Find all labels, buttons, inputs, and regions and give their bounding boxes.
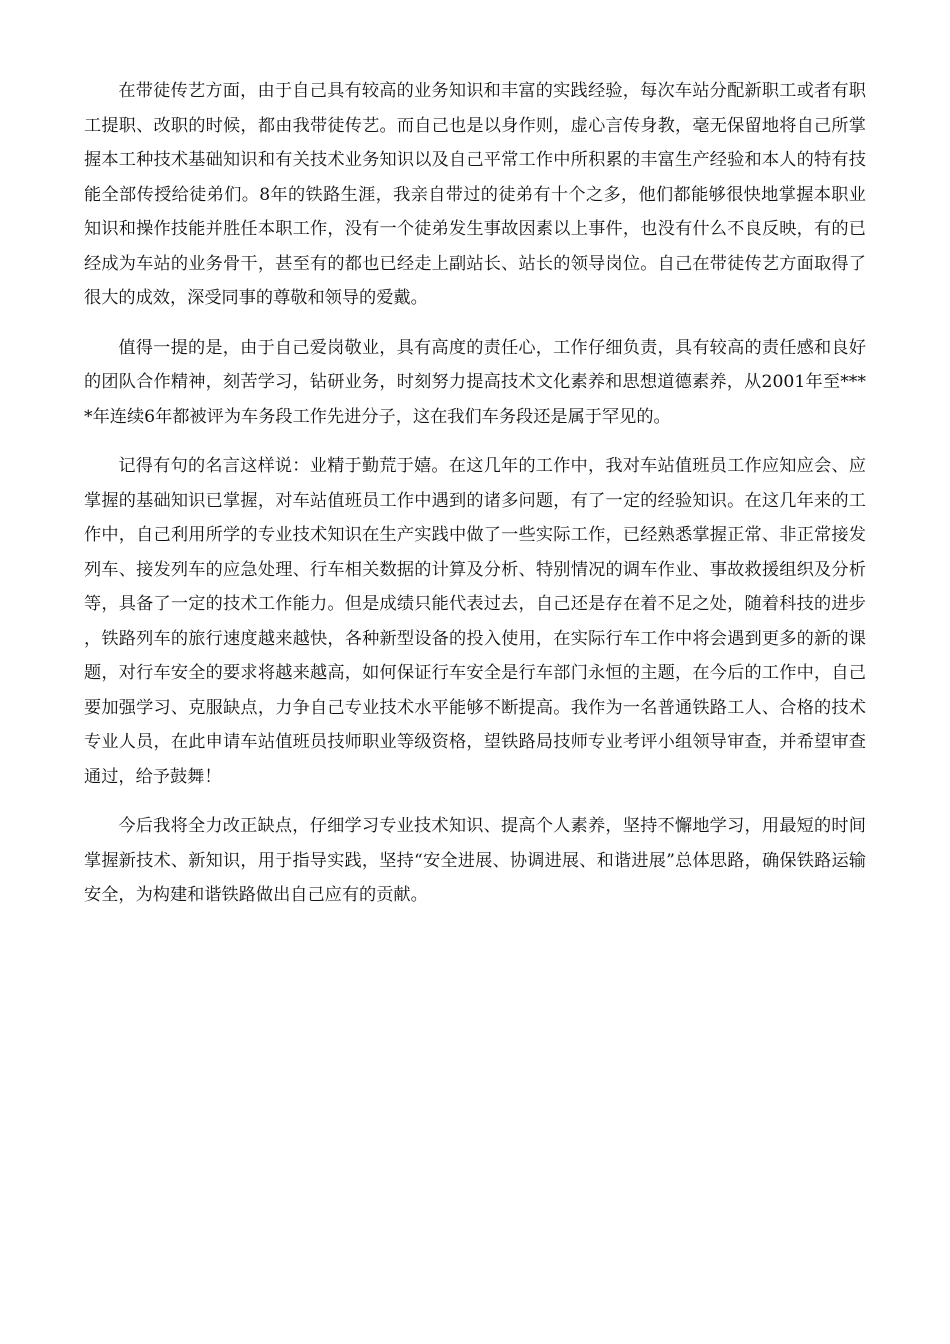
paragraph-advanced-worker: 值得一提的是，由于自己爱岗敬业，具有高度的责任心，工作仔细负责，具有较高的责任感和良好的团队合作精神，刻苦学习，钻研业务，时刻努力提高技术文化素养和思想道德素养，从2001年至****年连续6年都被评为车务段工作先进分子，这在我们车务段还是属于罕见的。 bbox=[84, 337, 866, 427]
paragraph-future-commitment: 今后我将全力改正缺点，仔细学习专业技术知识、提高个人素养，坚持不懈地学习，用最短的时间掌握新技术、新知识，用于指导实践，坚持“安全进展、协调进展、和谐进展”总体思路，确保铁路运输安全，为构建和谐铁路做出自己应有的贡献。 bbox=[84, 816, 866, 905]
paragraph-work-experience-application: 记得有句的名言这样说：业精于勤荒于嬉。在这几年的工作中，我对车站值班员工作应知应会、应掌握的基础知识已掌握，对车站值班员工作中遇到的诸多问题，有了一定的经验知识。在这几年来的工作中，自己利用所学的专业技术知识在生产实践中做了一些实际工作，已经熟悉掌握正常、非正常接发列车、接发列车的应急处理、行车相关数据的计算及分析、特别情况的调车作业、事故救援组织及分析等，具备了一定的技术工作能力。但是成绩只能代表过去，自己还是存在着不足之处，随着科技的进步，铁路列车的旅行速度越来越快，各种新型设备的投入使用，在实际行车工作中将会遇到更多的新的课题，对行车安全的要求将越来越高，如何保证行车安全是行车部门永恒的主题，在今后的工作中，自己要加强学习、克服缺点，力争自己专业技术水平能够不断提高。我作为一名普通铁路工人、合格的技术专业人员，在此申请车站值班员技师职业等级资格，望铁路局技师专业考评小组领导审查，并希望审查通过，给予鼓舞！ bbox=[84, 456, 866, 787]
paragraph-apprentice-teaching: 在带徒传艺方面，由于自己具有较高的业务知识和丰富的实践经验，每次车站分配新职工或者有职工提职、改职的时候，都由我带徒传艺。而自己也是以身作则，虚心言传身教，毫无保留地将自己所掌握本工种技术基础知识和有关技术业务知识以及自己平常工作中所积累的丰富生产经验和本人的特有技能全部传授给徒弟们。8年的铁路生涯，我亲自带过的徒弟有十个之多，他们都能够很快地掌握本职业知识和操作技能并胜任本职工作，没有一个徒弟发生事故因素以上事件，也没有什么不良反映，有的已经成为车站的业务骨干，甚至有的都也已经走上副站长、站长的领导岗位。自己在带徒传艺方面取得了很大的成效，深受同事的尊敬和领导的爱戴。 bbox=[84, 81, 866, 308]
document-body bbox=[84, 74, 866, 928]
